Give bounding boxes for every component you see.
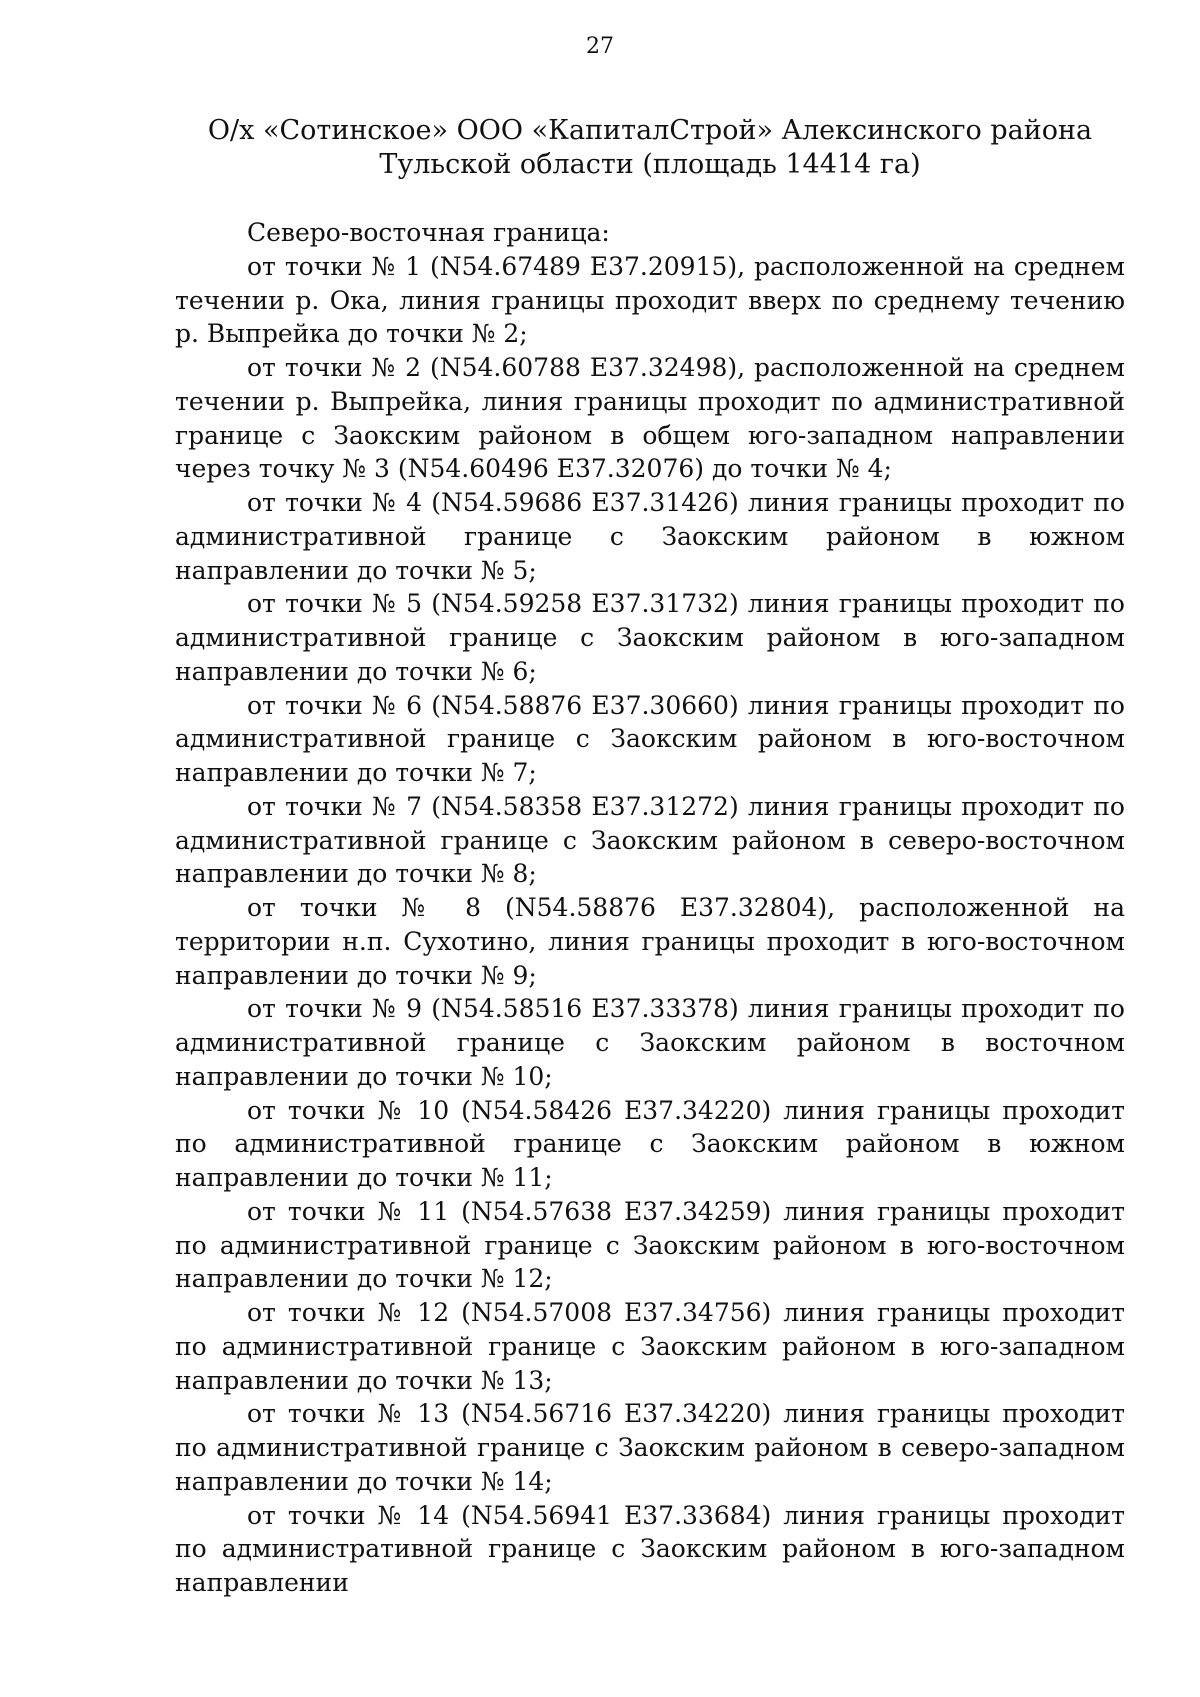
title-line-2: Тульской области (площадь 14414 га) [379, 149, 921, 180]
section-heading: Северо-восточная граница: [247, 218, 610, 247]
boundary-paragraph-11: от точки № 12 (N54.57008 E37.34756) линия границы проходит по административной границе с Заокским районом в юго-западном направлении до точки № 13; [175, 1298, 1125, 1395]
boundary-paragraph-5: от точки № 6 (N54.58876 E37.30660) линия границы проходит по административной границе с Заокским районом в юго-восточном направлении до точки № 7; [175, 690, 1125, 787]
boundary-paragraph-8: от точки № 9 (N54.58516 E37.33378) линия границы проходит по административной границе с Заокским районом в восточном направлении до точки № 10; [175, 994, 1125, 1091]
page-number: 27 [586, 34, 614, 59]
boundary-paragraph-4: от точки № 5 (N54.59258 E37.31732) линия границы проходит по административной границе с Заокским районом в юго-западном направлении до точки № 6; [175, 589, 1125, 686]
boundary-paragraph-9: от точки № 10 (N54.58426 E37.34220) линия границы проходит по административной границе с Заокским районом в южном направлении до точки № 11; [175, 1095, 1125, 1192]
boundary-paragraph-13: от точки № 14 (N54.56941 E37.33684) линия границы проходит по административной границе с Заокским районом в юго-западном направлении [175, 1500, 1125, 1597]
boundary-paragraph-3: от точки № 4 (N54.59686 E37.31426) линия границы проходит по административной границе с Заокским районом в южном направлении до точки № 5; [175, 488, 1125, 585]
boundary-paragraph-1: от точки № 1 (N54.67489 E37.20915), расположенной на среднем течении р. Ока, линия границы проходит вверх по среднему течению р. Выпрейка до точки № 2; [175, 251, 1125, 349]
boundary-paragraph-6: от точки № 7 (N54.58358 E37.31272) линия границы проходит по административной границе с Заокским районом в северо-восточном направлении до точки № 8; [175, 791, 1125, 889]
boundary-paragraph-7: от точки № 8 (N54.58876 E37.32804), расположенной на территории н.п. Сухотино, линия границы проходит в юго-восточном направлении до точки № 9; [175, 893, 1125, 990]
boundary-paragraph-2: от точки № 2 (N54.60788 E37.32498), расположенной на среднем течении р. Выпрейка, линия границы проходит по административной границе с Заокским районом в общем юго-западном направлении через точку № 3 (N54.60496 E37.32076) до точки № 4; [175, 353, 1125, 484]
boundary-paragraph-12: от точки № 13 (N54.56716 E37.34220) линия границы проходит по административной границе с Заокским районом в северо-западном направлении до точки № 14; [175, 1399, 1125, 1496]
document-body [175, 216, 1125, 1600]
title-line-1: О/х «Сотинское» ООО «КапиталСтрой» Алексинского района [207, 115, 1093, 146]
boundary-paragraph-10: от точки № 11 (N54.57638 E37.34259) линия границы проходит по административной границе с Заокским районом в юго-восточном направлении до точки № 12; [175, 1196, 1125, 1294]
document-title [175, 114, 1125, 182]
